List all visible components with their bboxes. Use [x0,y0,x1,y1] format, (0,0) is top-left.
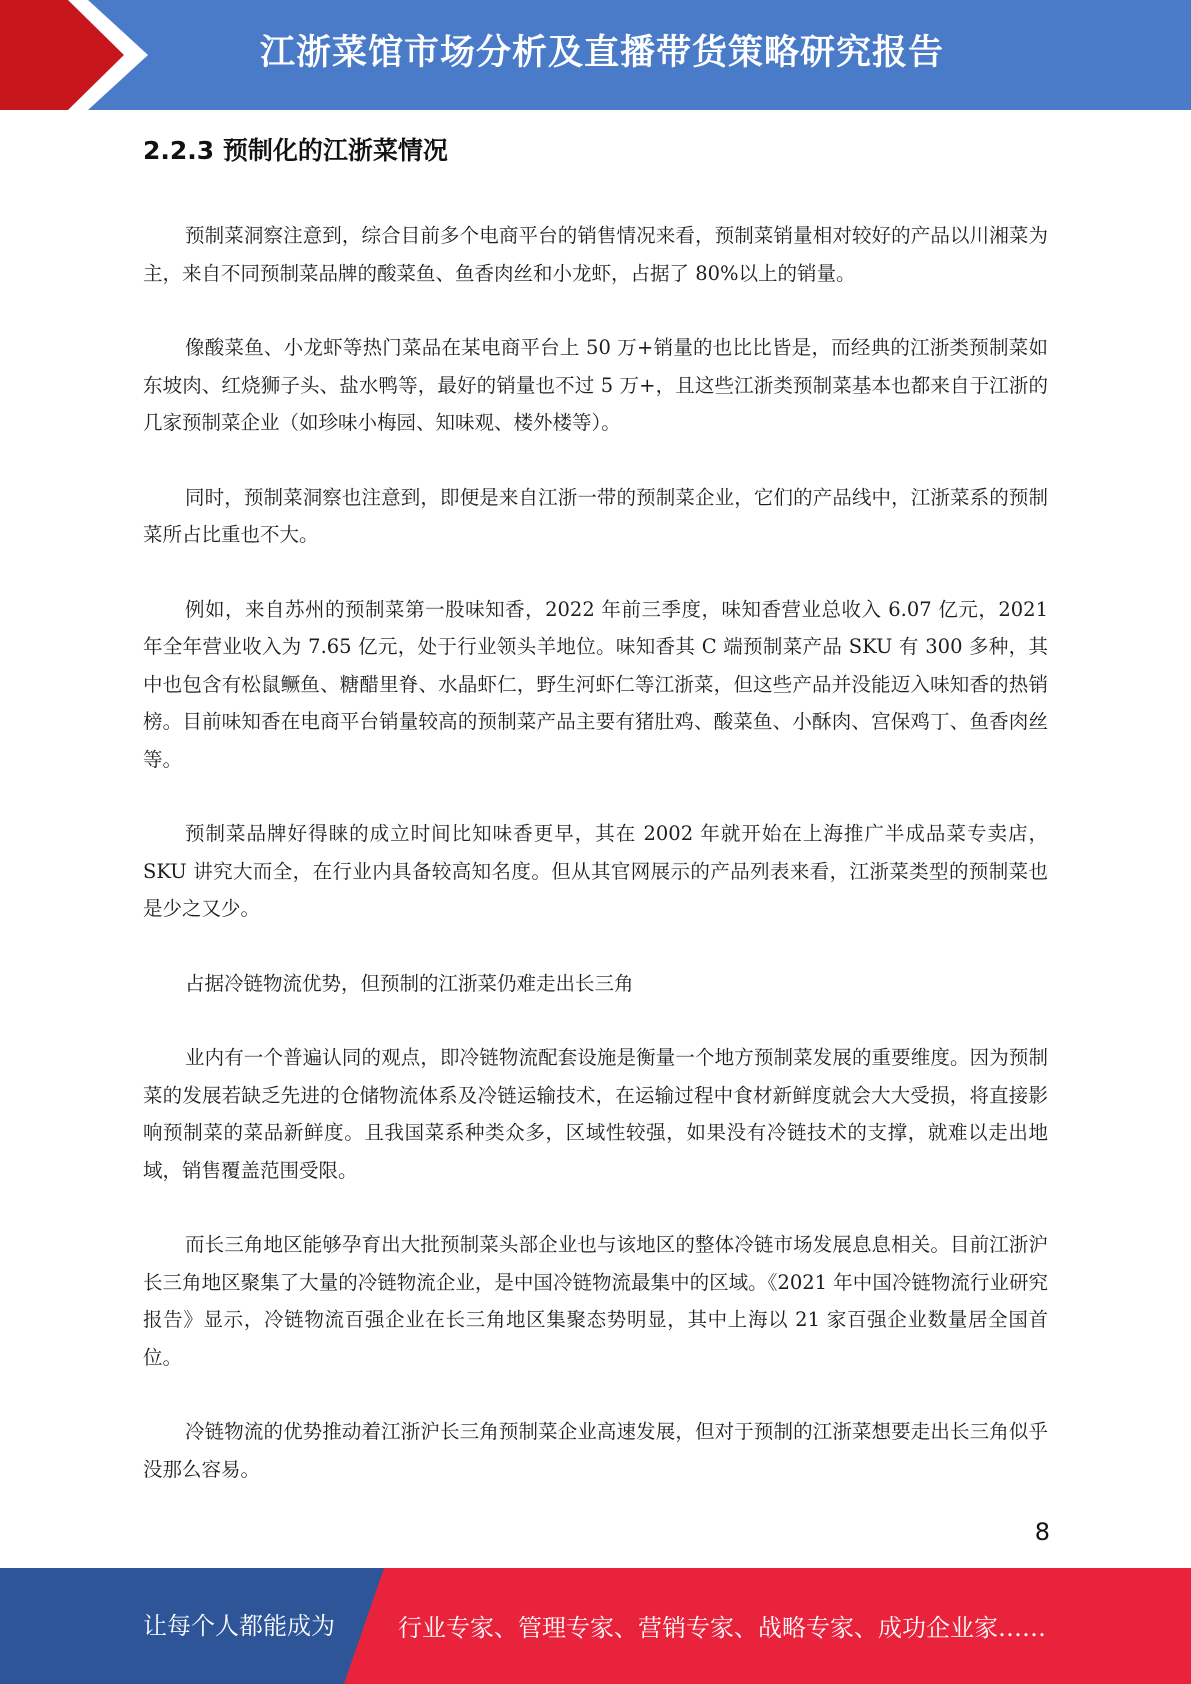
paragraph: 预制菜品牌好得睐的成立时间比知味香更早，其在 2002 年就开始在上海推广半成品菜专卖店，SKU 讲究大而全，在行业内具备较高知名度。但从其官网展示的产品列表来看，江浙菜类型的预制菜也是少之又少。 [143,822,1048,920]
page-number: 8 [1034,1518,1050,1546]
main-content [143,126,1048,1525]
paragraph: 预制菜洞察注意到，综合目前多个电商平台的销售情况来看，预制菜销量相对较好的产品以川湘菜为主，来自不同预制菜品牌的酸菜鱼、鱼香肉丝和小龙虾，占据了 80%以上的销量。 [143,224,1048,285]
paragraph: 业内有一个普遍认同的观点，即冷链物流配套设施是衡量一个地方预制菜发展的重要维度。因为预制菜的发展若缺乏先进的仓储物流体系及冷链运输技术，在运输过程中食材新鲜度就会大大受损，将直接影响预制菜的菜品新鲜度。且我国菜系种类众多，区域性较强，如果没有冷链技术的支撑，就难以走出地域，销售覆盖范围受限。 [143,1046,1048,1182]
footer-slogan-left: 让每个人都能成为 [143,1612,335,1640]
header-banner [0,0,1191,110]
report-title: 江浙菜馆市场分析及直播带货策略研究报告 [260,33,945,73]
paragraph: 像酸菜鱼、小龙虾等热门菜品在某电商平台上 50 万+销量的也比比皆是，而经典的江浙类预制菜如东坡肉、红烧狮子头、盐水鸭等，最好的销量也不过 5 万+，且这些江浙类预制菜基本也都来自于江浙的几家预制菜企业（如珍味小梅园、知味观、楼外楼等）。 [143,336,1048,434]
section-heading: 2.2.3 预制化的江浙菜情况 [143,136,448,165]
header-arrow-decoration [0,0,160,110]
paragraph: 同时，预制菜洞察也注意到，即便是来自江浙一带的预制菜企业，它们的产品线中，江浙菜系的预制菜所占比重也不大。 [143,485,1048,546]
footer-banner [0,1568,1191,1684]
body-text [143,217,1048,1488]
subheading-paragraph: 占据冷链物流优势，但预制的江浙菜仍难走出长三角 [185,971,634,995]
paragraph: 例如，来自苏州的预制菜第一股味知香，2022 年前三季度，味知香营业总收入 6.07 亿元，2021 年全年营业收入为 7.65 亿元，处于行业领头羊地位。味知香其 C 端预制菜产品 SKU 有 300 多种，其中也包含有松鼠鳜鱼、糖醋里脊、水晶虾仁，野生河虾仁等江浙菜，但这些产品并没能迈入味知香的热销榜。目前味知香在电商平台销量较高的预制菜产品主要有猪肚鸡、酸菜鱼、小酥肉、宫保鸡丁、鱼香肉丝等。 [143,597,1048,771]
footer-slogan-right: 行业专家、管理专家、营销专家、战略专家、成功企业家…… [398,1614,1046,1642]
paragraph: 而长三角地区能够孕育出大批预制菜头部企业也与该地区的整体冷链市场发展息息相关。目前江浙沪长三角地区聚集了大量的冷链物流企业，是中国冷链物流最集中的区域。《2021 年中国冷链物流行业研究报告》显示，冷链物流百强企业在长三角地区集聚态势明显，其中上海以 21 家百强企业数量居全国首位。 [143,1233,1048,1369]
paragraph: 冷链物流的优势推动着江浙沪长三角预制菜企业高速发展，但对于预制的江浙菜想要走出长三角似乎没那么容易。 [143,1420,1048,1481]
